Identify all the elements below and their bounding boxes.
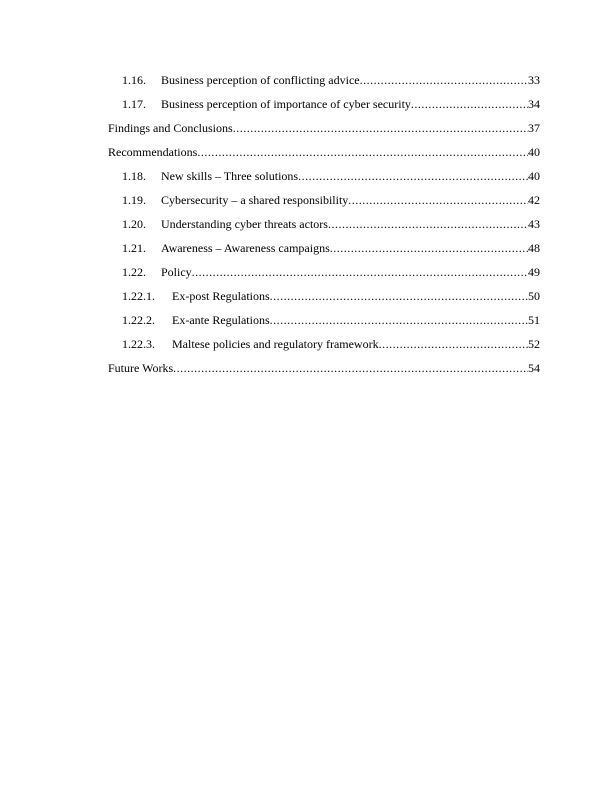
toc-entry-title: Ex-post Regulations (172, 289, 270, 303)
toc-entry-number: 1.21. (122, 241, 146, 255)
toc-dot-leader (348, 192, 528, 208)
toc-dot-leader (233, 120, 528, 136)
toc-entry-number: 1.19. (122, 193, 146, 207)
toc-entry-title: Understanding cyber threats actors (161, 217, 328, 231)
toc-entry-number: 1.18. (122, 169, 146, 183)
toc-entry-findings-and-conclusions[interactable] (108, 120, 540, 144)
toc-entry-number: 1.22. (122, 265, 146, 279)
toc-dot-leader (360, 72, 528, 88)
toc-entry-recommendations[interactable] (108, 144, 540, 168)
toc-entry-page: 42 (528, 193, 540, 207)
toc-entry-number: 1.16. (122, 73, 146, 87)
toc-entry-number: 1.22.2. (122, 313, 155, 327)
toc-entry-number: 1.22.1. (122, 289, 155, 303)
toc-entry-page: 37 (528, 121, 540, 135)
toc-dot-leader (328, 216, 528, 232)
toc-entry-title: Policy (161, 265, 192, 279)
toc-dot-leader (270, 288, 528, 304)
toc-entry-page: 40 (528, 169, 540, 183)
toc-entry-1-22-1[interactable] (108, 288, 540, 312)
toc-entry-1-22-3[interactable] (108, 336, 540, 360)
table-of-contents (108, 72, 540, 384)
toc-dot-leader (192, 264, 528, 280)
toc-entry-title: Business perception of conflicting advice (161, 73, 360, 87)
toc-entry-page: 40 (528, 145, 540, 159)
toc-entry-page: 49 (528, 265, 540, 279)
toc-entry-title: Ex-ante Regulations (172, 313, 270, 327)
toc-entry-1-18[interactable] (108, 168, 540, 192)
toc-entry-page: 48 (528, 241, 540, 255)
toc-entry-title: Cybersecurity – a shared responsibility (161, 193, 349, 207)
toc-dot-leader (270, 312, 528, 328)
toc-entry-page: 51 (528, 313, 540, 327)
toc-entry-page: 52 (528, 337, 540, 351)
toc-dot-leader (298, 168, 528, 184)
toc-entry-number: 1.22.3. (122, 337, 155, 351)
toc-entry-page: 43 (528, 217, 540, 231)
toc-entry-1-16[interactable] (108, 72, 540, 96)
toc-entry-1-22[interactable] (108, 264, 540, 288)
toc-entry-1-17[interactable] (108, 96, 540, 120)
toc-entry-page: 50 (528, 289, 540, 303)
toc-entry-page: 33 (528, 73, 540, 87)
toc-dot-leader (411, 96, 528, 112)
toc-dot-leader (197, 144, 528, 160)
toc-entry-page: 54 (528, 361, 540, 375)
toc-entry-1-22-2[interactable] (108, 312, 540, 336)
toc-entry-title: Business perception of importance of cyber security (161, 97, 411, 111)
toc-entry-future-works[interactable] (108, 360, 540, 384)
toc-entry-title: New skills – Three solutions (161, 169, 299, 183)
toc-dot-leader (330, 240, 528, 256)
toc-entry-title: Awareness – Awareness campaigns (161, 241, 330, 255)
toc-entry-1-19[interactable] (108, 192, 540, 216)
toc-entry-number: 1.20. (122, 217, 146, 231)
toc-entry-title: Recommendations (108, 145, 198, 159)
toc-entry-title: Future Works (108, 361, 174, 375)
toc-entry-1-20[interactable] (108, 216, 540, 240)
toc-entry-number: 1.17. (122, 97, 146, 111)
toc-entry-1-21[interactable] (108, 240, 540, 264)
toc-entry-title: Maltese policies and regulatory framework (172, 337, 379, 351)
toc-entry-page: 34 (528, 97, 540, 111)
toc-entry-title: Findings and Conclusions (108, 121, 233, 135)
toc-dot-leader (173, 360, 528, 376)
toc-dot-leader (379, 336, 528, 352)
